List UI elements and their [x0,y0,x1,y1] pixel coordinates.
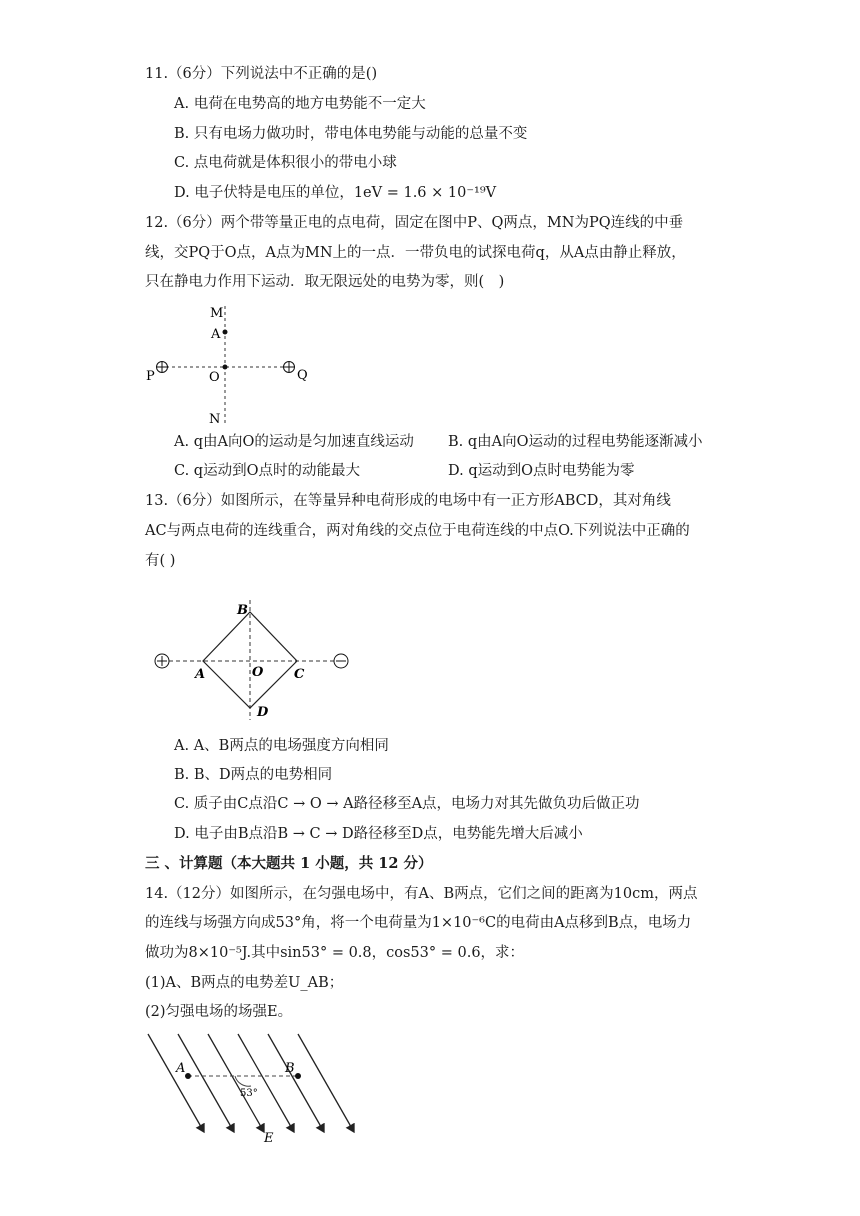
positive-charge-icon [155,654,169,668]
q12-option-c: C. q运动到O点时的动能最大 [174,463,360,479]
q11-option-d: D. 电子伏特是电压的单位，1eV = 1.6 × 10⁻¹⁹V [174,185,497,201]
label-o: O [209,370,220,385]
q13-option-b: B. B、D两点的电势相同 [174,767,333,783]
label-a: A [176,1061,186,1076]
point-a [223,330,228,335]
label-e: E [264,1131,274,1146]
field-lines [148,1034,354,1132]
q12-option-b: B. q由A向O运动的过程电势能逐渐减小 [448,434,703,450]
q13-stem-line1: 13.（6分）如图所示，在等量异种电荷形成的电场中有一正方形ABCD，其对角线 [145,493,671,509]
q12-stem-line2: 线，交PQ于O点，A点为MN上的一点．一带负电的试探电荷q，从A点由静止释放， [145,245,686,261]
label-d: D [257,705,269,720]
q13-option-d: D. 电子由B点沿B → C → D路径移至D点，电势能先增大后减小 [174,826,583,842]
label-q: Q [297,368,308,383]
section-heading: 三 、计算题（本大题共 1 小题，共 12 分） [145,855,433,872]
q13-stem-line2: AC与两点电荷的连线重合，两对角线的交点位于电荷连线的中点O.下列说法中正确的 [145,523,690,539]
q13-figure [145,592,360,722]
label-b: B [285,1061,295,1076]
q12-figure [140,300,320,430]
q14-part2: (2)匀强电场的场强E。 [145,1004,293,1020]
label-b: B [237,603,248,618]
q14-stem-line1: 14.（12分）如图所示，在匀强电场中，有A、B两点，它们之间的距离为10cm，两点 [145,886,698,902]
positive-charge-p-icon [157,362,168,373]
q13-option-c: C. 质子由C点沿C → O → A路径移至A点，电场力对其先做负功后做正功 [174,796,640,812]
q13-stem-line3: 有( ) [145,553,176,569]
positive-charge-q-icon [284,362,295,373]
q12-stem-line3: 只在静电力作用下运动．取无限远处的电势为零，则( ) [145,274,505,290]
point-a [185,1073,191,1079]
label-a: A [195,667,206,682]
point-b [295,1073,301,1079]
q11-option-a: A. 电荷在电势高的地方电势能不一定大 [174,96,426,112]
point-o [223,365,228,370]
q14-stem-line3: 做功为8×10⁻⁵J.其中sin53° = 0.8，cos53° = 0.6，求： [145,945,525,961]
q11-option-b: B. 只有电场力做功时，带电体电势能与动能的总量不变 [174,126,528,142]
q13-option-a: A. A、B两点的电场强度方向相同 [174,738,389,754]
negative-charge-icon [334,654,348,668]
label-angle: 53° [240,1088,258,1099]
label-o: O [252,665,264,680]
q12-option-a: A. q由A向O的运动是匀加速直线运动 [174,434,414,450]
label-p: P [146,369,155,384]
q11-stem: 11.（6分）下列说法中不正确的是() [145,66,378,82]
q12-option-d: D. q运动到O点时电势能为零 [448,463,635,479]
q14-part1: (1)A、B两点的电势差U_AB； [145,975,344,991]
q12-stem-line1: 12.（6分）两个带等量正电的点电荷，固定在图中P、Q两点，MN为PQ连线的中垂 [145,215,684,231]
label-n: N [209,412,221,427]
label-m: M [210,306,224,321]
q14-figure [140,1028,355,1148]
q14-stem-line2: 的连线与场强方向成53°角，将一个电荷量为1×10⁻⁶C的电荷由A点移到B点，电场力 [145,915,692,931]
label-a: A [211,327,221,342]
label-c: C [294,667,305,682]
q11-option-c: C. 点电荷就是体积很小的带电小球 [174,155,397,171]
